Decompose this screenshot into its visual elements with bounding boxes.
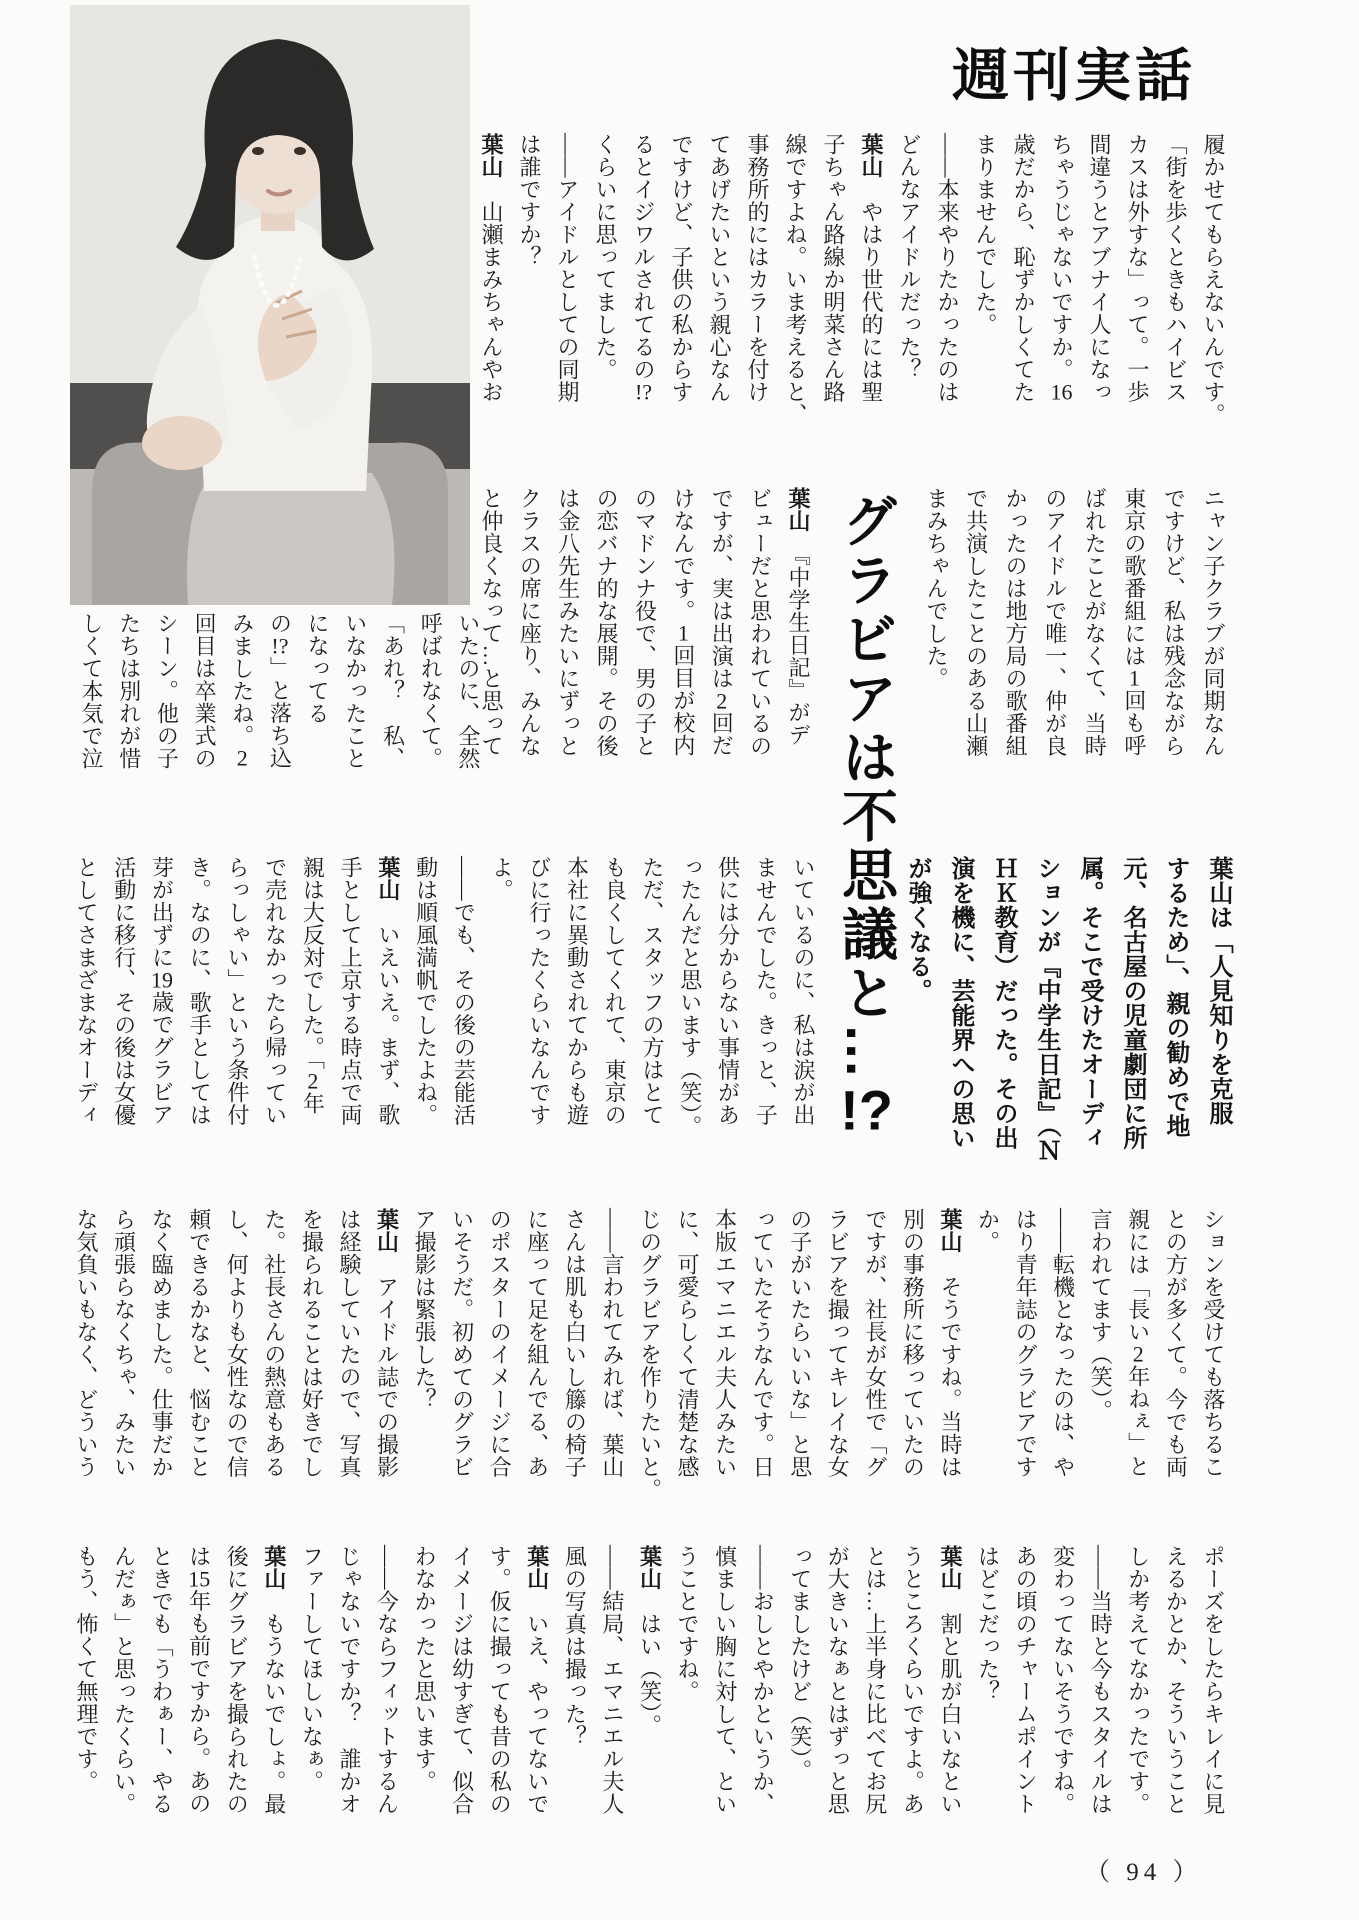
- text-band-2-under-photo: [80, 612, 480, 797]
- text-column: あの頃のチャームポイント: [1013, 1545, 1039, 1815]
- text-column: はり青年誌のグラビアです: [1013, 1208, 1039, 1478]
- text-column: クラスの席に座り、みんな: [517, 487, 543, 757]
- text-column: ――言われてみれば、葉山: [599, 1208, 625, 1478]
- text-column: と仲良くなって…と思って: [479, 487, 504, 757]
- text-column: す。仮に撮っても昔の私の: [487, 1545, 513, 1815]
- text-column: 葉山 いえ、やってないで: [524, 1545, 550, 1815]
- text-column: としてさまざまなオーディ: [74, 856, 99, 1126]
- text-column: は金八先生みたいにずっと: [555, 487, 581, 757]
- interview-photo: [70, 5, 470, 605]
- text-column: ラビアを撮ってキレイな女: [825, 1208, 851, 1478]
- text-band-2-left: [480, 487, 810, 799]
- text-column: ――アイドルとしての同期: [555, 133, 580, 403]
- text-column: 本社に異動されてからも遊: [564, 856, 590, 1126]
- text-column: が大きいなぁとはずっと思: [825, 1545, 851, 1815]
- text-band-2-right: [925, 487, 1225, 799]
- text-column: 親には「長い2年ねぇ」と: [1125, 1208, 1151, 1478]
- text-column: ときでも「うわぁー、やる: [149, 1545, 175, 1815]
- text-column: 歳だから、恥ずかしくてた: [1011, 133, 1036, 403]
- speaker-name: 葉山: [374, 1208, 400, 1253]
- text-column: ――転機となったのは、や: [1050, 1208, 1076, 1478]
- speaker-name: 葉山: [375, 856, 401, 901]
- text-column: 「街を歩くときもハイビス: [1163, 133, 1188, 403]
- text-column: 親は大反対でした。「2年: [300, 856, 326, 1115]
- text-column: の恋バナ的な展開。その後: [594, 487, 620, 757]
- text-column: じゃないですか？ 誰かオ: [336, 1545, 362, 1815]
- text-column: 葉山 『中学生日記』がデ: [786, 487, 811, 746]
- text-column: 供には分からない事情があ: [715, 856, 741, 1126]
- text-column: ――今ならフィットするん: [374, 1545, 400, 1815]
- intro-box: [903, 856, 1230, 1161]
- text-column: 葉山 山瀬まみちゃんやお: [479, 133, 504, 403]
- text-column: ――本来やりたかったのは: [935, 133, 960, 403]
- text-column: んだぁ」と思ったくらい。: [111, 1545, 137, 1815]
- text-column: るとイジワルされてるの!?: [631, 133, 656, 403]
- speaker-name: 葉山: [937, 1545, 963, 1590]
- text-column: ――結局、エマニエル夫人: [599, 1545, 625, 1815]
- text-column: 風の写真は撮った？: [562, 1545, 588, 1748]
- text-column: しくて本気で泣: [79, 612, 104, 770]
- text-column: なく臨めました。仕事だか: [149, 1208, 175, 1478]
- text-column: の子がいたらいいな」と思: [787, 1208, 813, 1478]
- text-column: 葉山 いえいえ。まず、歌: [375, 856, 401, 1126]
- text-column: は経験していたので、写真: [336, 1208, 362, 1478]
- text-column: イメージは幼すぎて、似合: [449, 1545, 475, 1815]
- text-column: で共演したことのある山瀬: [963, 487, 989, 757]
- text-column: ませんでした。きっと、子: [753, 856, 779, 1126]
- text-column: いそうだ。初めてのグラビ: [449, 1208, 475, 1478]
- text-column: はどこだった？: [975, 1545, 1001, 1703]
- text-column: な気負いもなく、どういう: [74, 1208, 99, 1478]
- text-column: ですけど、私は残念ながら: [1161, 487, 1187, 757]
- text-column: わなかったと思います。: [412, 1545, 438, 1793]
- text-column: は15年も前ですから。あの: [186, 1545, 212, 1815]
- speaker-name: 葉山: [786, 487, 811, 532]
- text-column: まみちゃんでした。: [924, 487, 949, 690]
- text-column: に、可愛らしくて清楚な感: [675, 1208, 700, 1478]
- headline: [818, 492, 910, 1152]
- text-column: えるかとか、そういうこと: [1163, 1545, 1189, 1815]
- text-column: みましたね。2: [229, 612, 255, 769]
- photo-left-hand: [142, 416, 222, 470]
- text-column: さんは肌も白いし籐の椅子: [562, 1208, 588, 1478]
- text-column: 回目は卒業式の: [192, 612, 218, 770]
- text-column: 後にグラビアを撮られたの: [224, 1545, 250, 1815]
- text-column: ただ、スタッフの方はとて: [640, 856, 666, 1126]
- text-column: くらいに思ってました。: [593, 133, 618, 381]
- text-column: ――おしとやかというか、: [750, 1545, 776, 1815]
- text-column: 慎ましい胸に対して、とい: [712, 1545, 738, 1815]
- text-column: 動は順風満帆でしたよね。: [413, 856, 439, 1126]
- text-column: ポーズをしたらキレイに見: [1200, 1545, 1226, 1815]
- speaker-name: 葉山: [637, 1545, 663, 1590]
- text-column: らっしゃい」という条件付: [224, 856, 250, 1126]
- text-column: ア撮影は緊張した？: [412, 1208, 438, 1411]
- text-column: てあげたいという親心なん: [707, 133, 732, 403]
- text-column: 葉山 はい（笑）。: [637, 1545, 663, 1737]
- speaker-name: 葉山: [524, 1545, 550, 1590]
- text-column: 間違うとアブナイ人になっ: [1087, 133, 1112, 403]
- text-column: 葉山 アイドル誌での撮影: [374, 1208, 400, 1478]
- text-column: 元、名古屋の児童劇団に所: [1119, 856, 1146, 1150]
- text-column: 手として上京する時点で両: [338, 856, 364, 1126]
- text-column: し、何よりも女性なので信: [224, 1208, 250, 1478]
- text-column: ――当時と今もスタイルは: [1088, 1545, 1114, 1815]
- text-column: ションが『中学生日記』（Ｎ: [1033, 856, 1060, 1163]
- text-column: ビューだと思われているの: [747, 487, 773, 757]
- text-column: 葉山 割と肌が白いなとい: [937, 1545, 963, 1815]
- text-column: ションを受けても落ちるこ: [1200, 1208, 1226, 1478]
- text-column: ファーしてほしいなぁ。: [299, 1545, 325, 1793]
- text-column: 履かせてもらえないんです。: [1201, 133, 1226, 426]
- text-column: 頼できるかなと、悩むこと: [186, 1208, 212, 1478]
- text-column: するため」、親の勧めで地: [1162, 856, 1189, 1138]
- speaker-name: 葉山: [261, 1545, 287, 1590]
- text-column: の!?」と落ち込: [267, 612, 293, 769]
- text-column: けなんです。1回目が校内: [670, 487, 696, 757]
- text-column: じのグラビアを作りたいと。: [637, 1208, 663, 1501]
- photo-eyes: [252, 147, 264, 155]
- text-column: た。社長さんの熱意もある: [261, 1208, 287, 1478]
- text-column: で売れなかったら帰ってい: [262, 856, 288, 1126]
- text-column: 活動に移行、その後は女優: [111, 856, 137, 1126]
- masthead-title: 週刊実話: [952, 44, 1196, 108]
- text-column: との方が多くて。今でも両: [1163, 1208, 1189, 1478]
- text-column: ――でも、その後の芸能活: [451, 856, 477, 1126]
- text-column: シーン。他の子: [154, 612, 180, 770]
- text-column: っていたそうなんです。日: [750, 1208, 776, 1478]
- text-column: いなかったこと: [342, 612, 368, 770]
- text-column: 葉山 やはり世代的には聖: [859, 133, 884, 403]
- text-column: たちは別れが惜: [116, 612, 142, 770]
- text-column: 線ですよね。いま考えると、: [783, 133, 808, 426]
- text-column: 属。そこで受けたオーディ: [1076, 856, 1103, 1150]
- text-column: とは…上半身に比べてお尻: [862, 1545, 888, 1815]
- text-column: か。: [975, 1208, 1001, 1253]
- speaker-name: 葉山: [479, 133, 504, 178]
- text-column: 別の事務所に移っていたの: [900, 1208, 926, 1478]
- text-column: 子ちゃん路線か明菜さん路: [821, 133, 846, 403]
- text-column: いたのに、全然: [455, 612, 481, 770]
- text-column: ったんだと思います（笑）。: [677, 856, 703, 1138]
- photo-skirt: [187, 473, 395, 605]
- text-column: どんなアイドルだった？: [897, 133, 922, 381]
- text-column: 本版エマニエル夫人みたい: [712, 1208, 738, 1478]
- text-column: かったのは地方局の歌番組: [1003, 487, 1029, 757]
- text-column: ちゃうじゃないですか。16: [1049, 133, 1074, 403]
- text-column: 葉山 もうないでしょ。最: [261, 1545, 287, 1815]
- text-column: 言われてます（笑）。: [1088, 1208, 1114, 1422]
- text-column: ですが、実は出演は2回だ: [709, 487, 735, 757]
- text-column: 変わってないそうですね。: [1050, 1545, 1076, 1815]
- text-column: うことですね。: [675, 1545, 700, 1703]
- text-band-1: [480, 133, 1225, 451]
- text-column: カスは外すな」って。一歩: [1125, 133, 1150, 403]
- text-band-4: [75, 1208, 1225, 1526]
- text-column: 東京の歌番組には1回も呼: [1121, 487, 1147, 757]
- text-column: うところくらいですよ。あ: [900, 1545, 926, 1815]
- text-column: ら頑張らなくちゃ、みたい: [111, 1208, 137, 1478]
- text-column: 呼ばれなくて。: [418, 612, 444, 770]
- text-column: ですけど、子供の私からす: [669, 133, 694, 403]
- text-column: グラビアは不思議と…!?: [835, 492, 898, 1138]
- text-column: 「あれ？ 私、: [380, 612, 406, 770]
- text-column: ってましたけど（笑）。: [787, 1545, 813, 1782]
- text-column: 葉山は「人見知りを克服: [1205, 856, 1232, 1126]
- text-column: 葉山 そうですね。当時は: [937, 1208, 963, 1478]
- text-band-5: [75, 1545, 1225, 1863]
- text-column: のマドンナ役で、男の子と: [632, 487, 658, 757]
- text-column: しか考えてなかったです。: [1125, 1545, 1151, 1815]
- text-column: は誰ですか？: [517, 133, 542, 268]
- text-column: まりませんでした。: [973, 133, 998, 336]
- text-column: びに行ったくらいなんです: [526, 856, 552, 1126]
- text-column: 芽が出ずに19歳でグラビア: [149, 856, 175, 1126]
- text-column: ばれたことがなくて、当時: [1082, 487, 1108, 757]
- text-column: に座って足を組んでる、あ: [524, 1208, 550, 1478]
- text-column: になってる: [305, 612, 331, 725]
- speaker-name: 葉山: [859, 133, 884, 178]
- text-column: のアイドルで唯一、仲が良: [1042, 487, 1068, 757]
- text-column: ＨＫ教育）だった。その出: [990, 856, 1017, 1150]
- text-column: いているのに、私は涙が出: [790, 856, 816, 1126]
- text-band-3: [75, 856, 815, 1174]
- text-column: ニャン子クラブが同期なん: [1200, 487, 1226, 757]
- text-column: を撮られることは好きでし: [299, 1208, 325, 1478]
- text-column: ですが、社長が女性で「グ: [862, 1208, 888, 1478]
- text-column: もう、怖くて無理です。: [74, 1545, 99, 1793]
- text-column: のポスターのイメージに合: [487, 1208, 513, 1478]
- speaker-name: 葉山: [937, 1208, 963, 1253]
- text-column: よ。: [489, 856, 515, 901]
- text-column: き。なのに、歌手としては: [187, 856, 213, 1126]
- text-column: 演を機に、芸能界への思い: [947, 856, 974, 1150]
- text-column: 事務所的にはカラーを付け: [745, 133, 770, 403]
- text-column: も良くしてくれて、東京の: [602, 856, 628, 1126]
- page-number: （ 94 ）: [1085, 1859, 1203, 1886]
- text-column: が強くなる。: [904, 856, 931, 1003]
